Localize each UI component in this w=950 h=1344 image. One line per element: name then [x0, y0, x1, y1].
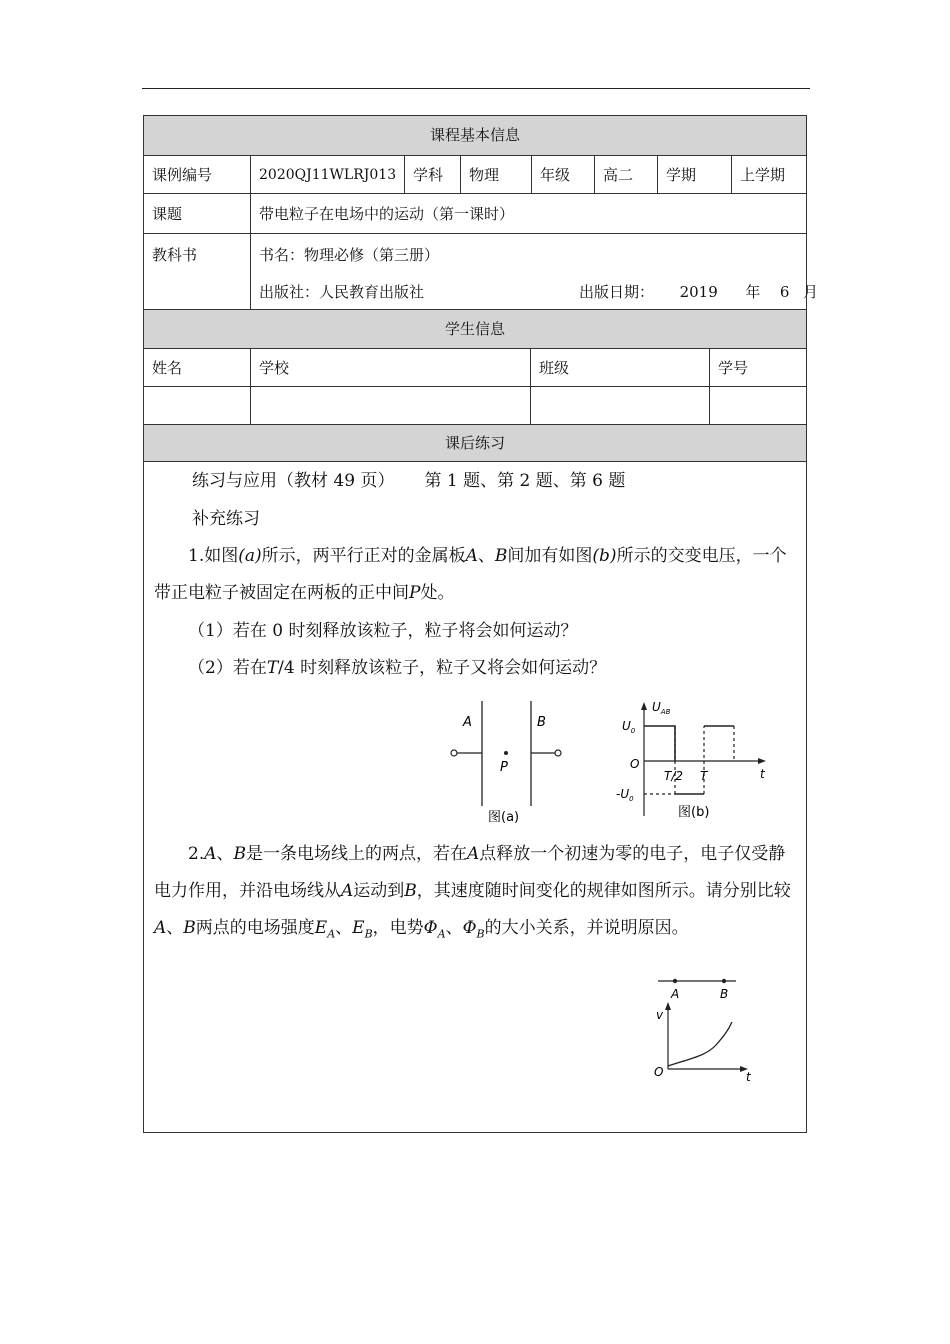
- period-label: T: [700, 769, 708, 783]
- course-info-title: 课程基本信息: [429, 126, 520, 144]
- header-rule: [142, 88, 810, 89]
- terminal-a: [451, 750, 457, 756]
- code-label: 课例编号: [152, 166, 213, 184]
- neg-u0-label: $-U_0$: [616, 787, 634, 803]
- half-period-label: T/2: [664, 769, 684, 783]
- subject-label: 学科: [404, 156, 460, 193]
- topic-value: 带电粒子在电场中的运动（第一课时）: [250, 194, 806, 233]
- course-code-row: [144, 156, 806, 194]
- publisher: 出版社：人民教育出版社: [259, 283, 425, 301]
- course-info-header: [144, 116, 806, 156]
- textbook-details: [250, 234, 819, 309]
- question-1-part-1: （1）若在 0 时刻释放该粒子，粒子将会如何运动？: [188, 621, 578, 641]
- student-label-row: [144, 349, 806, 387]
- grade-value: 高二: [594, 156, 657, 193]
- textbook-exercises: 练习与应用（教材 49 页）: [192, 471, 395, 491]
- homework-title: 课后练习: [444, 434, 505, 452]
- textbook-label: 教科书: [152, 246, 198, 264]
- question-1-part-2: （2）若在T/4 时刻释放该粒子，粒子又将会如何运动？: [188, 658, 607, 678]
- figure-b-caption: 图(b): [678, 805, 710, 820]
- school-field[interactable]: [250, 387, 530, 424]
- terminal-b: [555, 750, 561, 756]
- student-id-label: 学号: [709, 349, 806, 386]
- figure-b-voltage-chart: [612, 696, 772, 826]
- school-label: 学校: [250, 349, 530, 386]
- topic-label: 课题: [152, 205, 183, 223]
- subject-value: 物理: [460, 156, 531, 193]
- student-info-header: [144, 310, 806, 349]
- pub-month: 6: [779, 283, 790, 301]
- term-value: 上学期: [731, 156, 806, 193]
- name-field[interactable]: [144, 387, 250, 424]
- label-b: B: [537, 715, 546, 730]
- figure-a-caption: 图(a): [488, 810, 520, 825]
- point-a-dot: [673, 979, 677, 983]
- supplement-heading: 补充练习: [192, 509, 260, 529]
- point-b-label: B: [720, 987, 729, 1001]
- figure-a-parallel-plates: [444, 696, 574, 826]
- t-axis-label: t: [746, 1070, 751, 1081]
- question-2: 2.A、B是一条电场线上的两点，若在A点释放一个初速为零的电子，电子仅受静电力作用，并沿电场线从A运动到B，其速度随时间变化的规律如图所示。请分别比较A、B两点的电场强度$E_A$、$E_B$，电势$\Phi_A$、$\Phi_B$的大小关系，并说明原因。: [154, 844, 791, 941]
- v-axis-label: v: [656, 1008, 664, 1022]
- student-value-row: [144, 387, 806, 425]
- code-value: 2020QJ11WLRJ013: [250, 156, 404, 193]
- term-label: 学期: [657, 156, 731, 193]
- assigned-problems: 第 1 题、第 2 题、第 6 题: [424, 471, 626, 491]
- origin-label: O: [630, 757, 640, 771]
- publish-date: [579, 281, 818, 302]
- pub-date-label: 出版日期：: [579, 283, 655, 301]
- point-b-dot: [722, 979, 726, 983]
- exercise-line-1: [154, 463, 802, 500]
- grade-label: 年级: [531, 156, 594, 193]
- book-name: 书名：物理必修（第三册）: [259, 246, 440, 264]
- student-id-field[interactable]: [709, 387, 806, 424]
- homework-header: [144, 425, 806, 462]
- student-info-title: 学生信息: [444, 320, 505, 338]
- question-1: 1.如图(a)所示，两平行正对的金属板A、B间加有如图(b)所示的交变电压，一个带正电粒子被固定在两板的正中间P处。: [154, 546, 787, 603]
- point-p: [504, 751, 508, 755]
- t-axis-label: t: [760, 767, 765, 781]
- textbook-row: [144, 234, 819, 310]
- origin-label: O: [654, 1065, 664, 1079]
- label-a: A: [463, 715, 472, 730]
- class-field[interactable]: [530, 387, 709, 424]
- label-p: P: [500, 760, 508, 775]
- wave-pos-1: [644, 726, 675, 761]
- lesson-table: [143, 115, 819, 1133]
- year-unit: 年: [745, 283, 761, 301]
- month-unit: 月: [803, 283, 819, 301]
- name-label: 姓名: [152, 359, 183, 377]
- u0-label: $U_0$: [622, 719, 636, 735]
- class-label: 班级: [530, 349, 709, 386]
- velocity-curve: [668, 1022, 732, 1066]
- point-a-label: A: [671, 987, 680, 1001]
- figure-c-velocity-graph: [644, 971, 764, 1081]
- pub-year: 2019: [679, 283, 718, 301]
- topic-row: [144, 194, 806, 234]
- y-axis-label: $U_{AB}$: [652, 700, 671, 716]
